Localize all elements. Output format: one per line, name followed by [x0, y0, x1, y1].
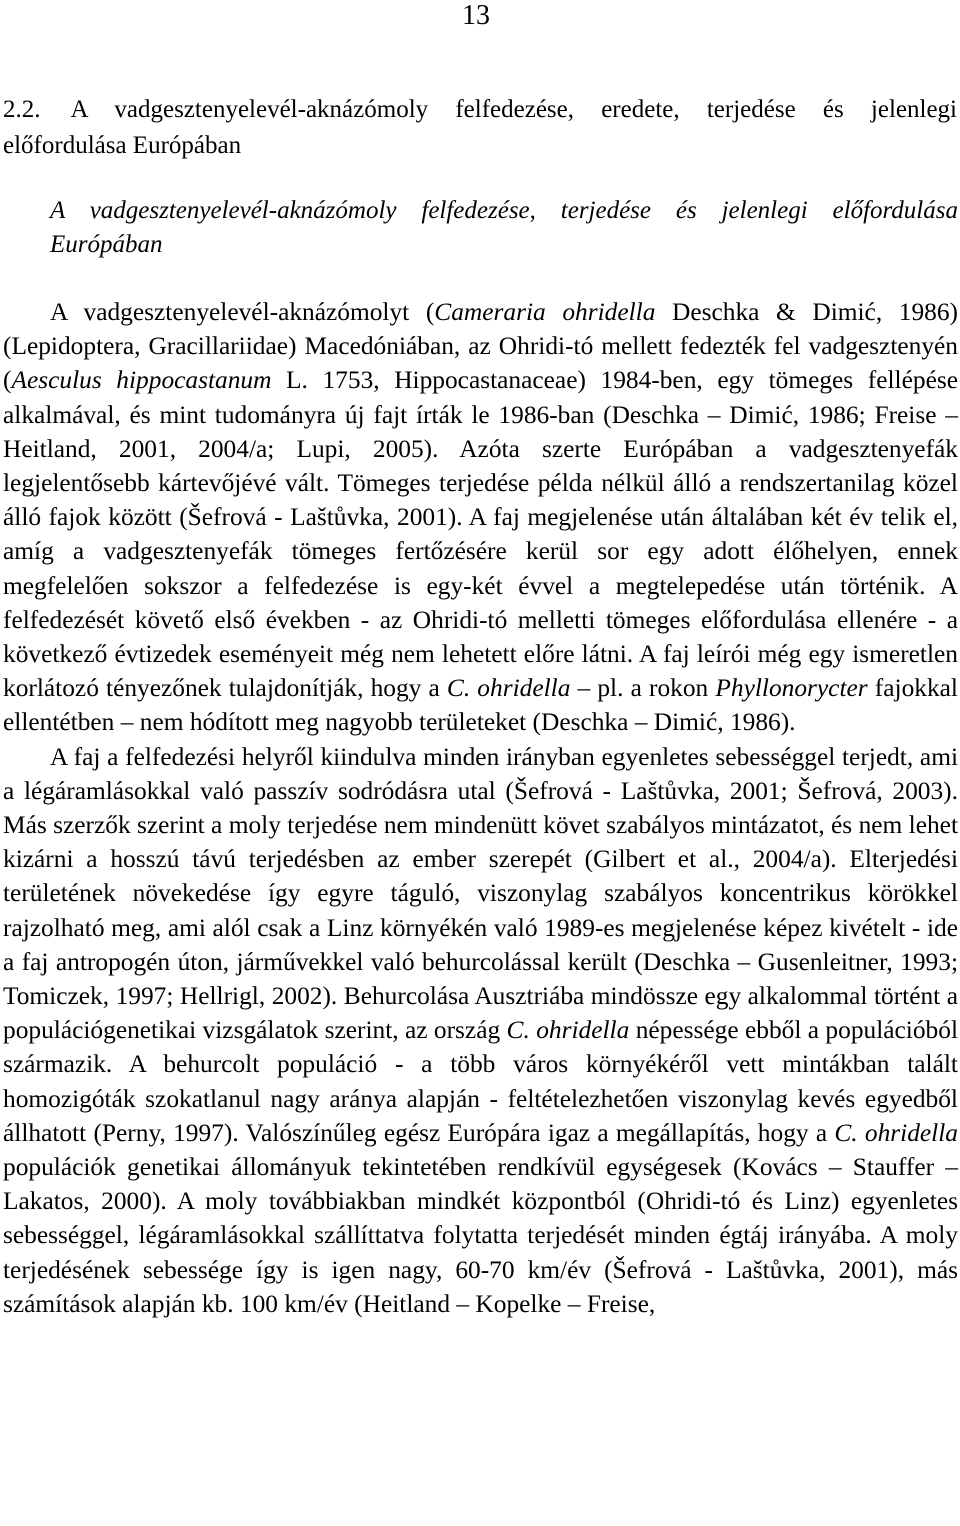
- section-heading: [3, 92, 957, 164]
- species-name: C. ohridella: [446, 674, 571, 703]
- text-run: – pl. a rokon: [570, 674, 716, 703]
- page-number: 13: [462, 0, 490, 31]
- text-run: Deschka & Dimić, 1986) (Lepidoptera, Gracillariidae) Macedóniában, az Ohridi-tó mellett fedezték fel vadgesztenyén (: [3, 298, 959, 395]
- subsection-title: A vadgesztenyelevél-aknázómoly felfedezése, terjedése és jelenlegi előfordulása Európában: [50, 197, 958, 258]
- text-run: A faj a felfedezési helyről kiindulva minden irányban egyenletes sebességgel terjedt, ami a légáramlásokkal való passzív sodródásra utal (Šefrová - Laštůvka, 2001; Šefrová, 2003). Más szerzők szerint a moly terjedése nem mindenütt követ szabályos mintázatot, és nem lehet kizárni a hosszú távú terjedésben az ember szerepét (Gilbert et al., 2004/a). Elterjedési területének növekedése így egyre táguló, viszonylag szabályos koncentrikus körökkel rajzolható meg, ami alól csak a Linz környékén való 1989-es megjelenése képez kivételt - ide a faj antropogén úton, járművekkel való behurcolással került (Deschka – Gusenleitner, 1993; Tomiczek, 1997; Hellrigl, 2002). Behurcolása Ausztriába mindössze egy alkalommal történt a populációgenetikai vizsgálatok szerint, az ország: [3, 742, 958, 1045]
- paragraph-1: [3, 295, 958, 740]
- text-run: fajokkal ellentétben – nem hódított meg nagyobb területeket (Deschka – Dimić, 1986).: [3, 674, 958, 737]
- text-run: populációk genetikai állományuk tekintetében rendkívül egységesek (Kovács – Stauffer – Lakatos, 2000). A moly továbbiakban mindkét központból (Ohridi-tó és Linz) egyenletes sebességgel, légáramlásokkal szállíttatva folytatta terjedését minden égtáj irányába. A moly terjedésének sebessége így is igen nagy, 60-70 km/év (Šefrová - Laštůvka, 2001), más számítások alapján kb. 100 km/év (Heitland – Kopelke – Freise,: [3, 1153, 958, 1318]
- species-name: Cameraria ohridella: [434, 298, 656, 326]
- species-name: C. ohridella: [506, 1016, 630, 1045]
- species-name: Aesculus hippocastanum: [11, 366, 272, 395]
- section-number: 2.2.: [3, 96, 41, 123]
- text-run: népessége ebből a populációból származik. A behurcolt populáció - a több város környékéről vett mintákban talált homozigóták szokatlanul nagy aránya alapján - feltételezhetően viszonylag kevés egyedből állhatott (Perny, 1997). Valószínűleg egész Európára igaz a megállapítás, hogy a: [3, 1016, 958, 1147]
- species-name: C. ohridella: [834, 1118, 958, 1147]
- text-run: A vadgesztenyelevél-aknázómolyt (: [50, 298, 435, 326]
- section-title: A vadgesztenyelevél-aknázómoly felfedezése, eredete, terjedése és jelenlegi előfordulása Európában: [3, 96, 957, 159]
- text-run: L. 1753, Hippocastanaceae) 1984-ben, egy tömeges fellépése alkalmával, és mint tudományra új fajt írták le 1986-ban (Deschka – Dimić, 1986; Freise – Heitland, 2001, 2004/a; Lupi, 2005). Azóta szerte Európában a vadgesztenyefák legjelentősebb kártevőjévé vált. Tömeges terjedése példa nélkül álló a rendszertanilag közel álló fajok között (Šefrová - Laštůvka, 2001). A faj megjelenése után általában két év telik el, amíg a vadgesztenyefák tömeges fertőzésére kerül sor egy adott élőhelyen, ennek megfelelően sokszor a felfedezése is egy-két évvel a megtelepedése után történik. A felfedezését követő első években - az Ohridi-tó melletti tömeges előfordulása ellenére - a következő évtizedek eseményeit még nem lehetett előre látni. A faj leírói még egy ismeretlen korlátozó tényezőnek tulajdonítják, hogy a: [3, 366, 958, 703]
- body-text: [3, 295, 958, 1321]
- paragraph-2: [3, 740, 958, 1321]
- species-name: Phyllonorycter: [715, 674, 868, 703]
